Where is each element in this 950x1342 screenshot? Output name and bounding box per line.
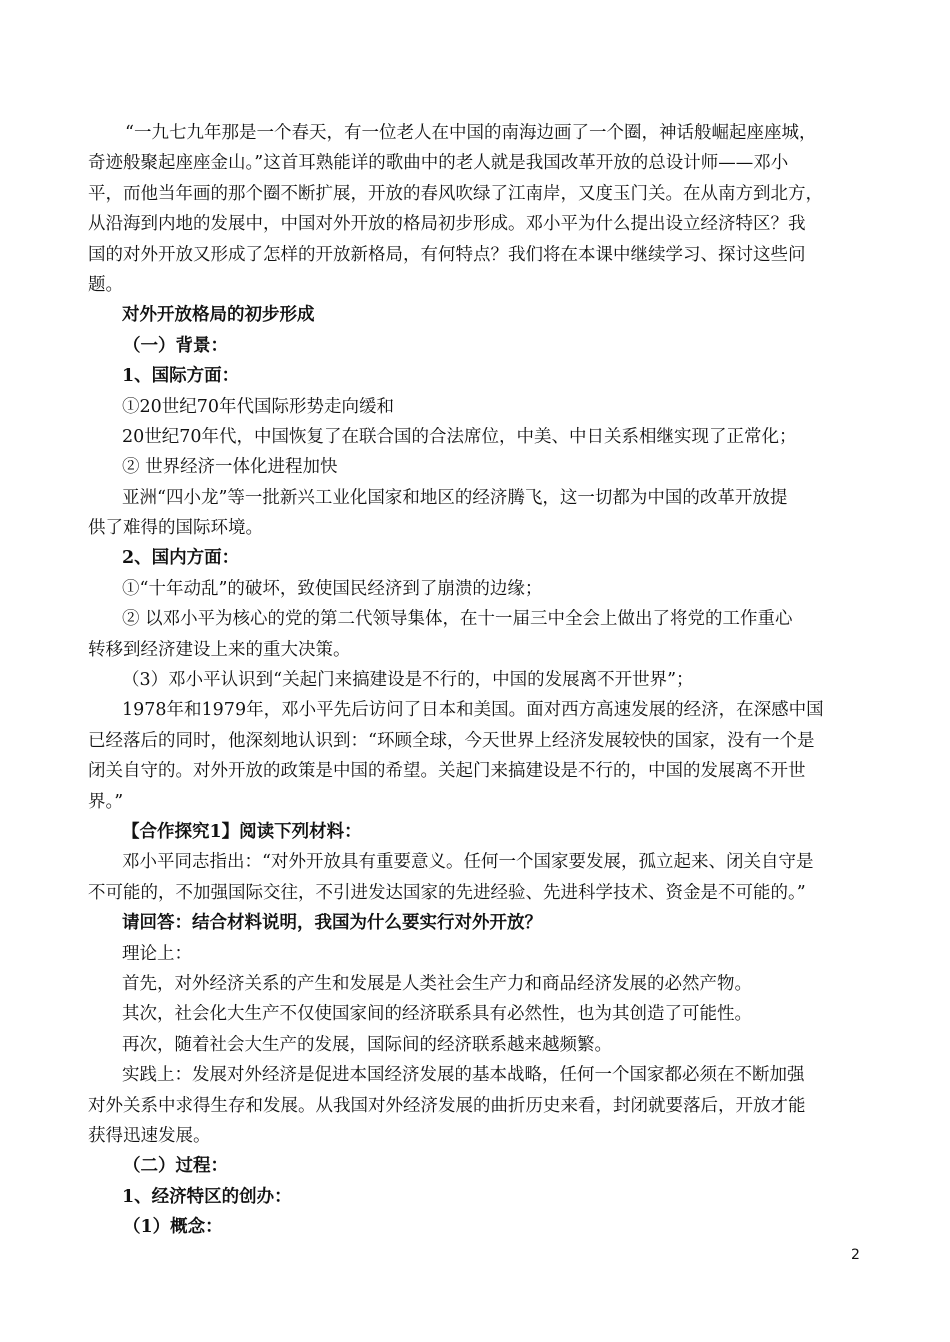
document-body (88, 118, 868, 1242)
cooperative-inquiry-heading: 【合作探究1】阅读下列材料： (122, 821, 362, 842)
question-prompt: 请回答：结合材料说明，我国为什么要实行对外开放？ (122, 913, 542, 934)
paragraph-visits-line-1: 1978年和1979年，邓小平先后访问了日本和美国。面对西方高速发展的经济，在深感中国 (122, 700, 824, 721)
page-number: 2 (851, 1247, 860, 1263)
subsection-heading-background: （一）背景： (123, 335, 228, 356)
answer-theory-point-1: 首先，对外经济关系的产生和发展是人类社会生产力和商品经济发展的必然产物。 (122, 973, 752, 994)
paragraph-intro-line-1: “一九七九年那是一个春天，有一位老人在中国的南海边画了一个圈，神话般崛起座座城， (125, 123, 817, 143)
section-heading: 对外开放格局的初步形成 (122, 305, 315, 326)
paragraph-intro-line-5: 国的对外开放又形成了怎样的开放新格局，有何特点？我们将在本课中继续学习、探讨这些问 (88, 244, 806, 265)
heading-special-economic-zones: 1、经济特区的创办： (122, 1186, 292, 1207)
list-item-international-2: ② 世界经济一体化进程加快 (122, 457, 338, 478)
list-item-international-1: ①20世纪70年代国际形势走向缓和 (122, 396, 395, 417)
heading-domestic: 2、国内方面： (122, 548, 240, 569)
paragraph-intro-line-3: 平，而他当年画的那个圈不断扩展，开放的春风吹绿了江南岸，又度玉门关。在从南方到北方， (88, 183, 823, 204)
paragraph-intro-line-6: 题。 (88, 274, 123, 295)
heading-concept: （1）概念： (123, 1217, 223, 1238)
list-item-domestic-3: （3）邓小平认识到“关起门来搞建设是不行的，中国的发展离不开世界”； (122, 670, 694, 691)
answer-theory-label: 理论上： (122, 943, 192, 964)
paragraph-visits-line-4: 界。” (88, 791, 124, 812)
paragraph-international-2-line-2: 供了难得的国际环境。 (88, 518, 263, 539)
answer-practice-line-3: 获得迅速发展。 (88, 1125, 211, 1146)
paragraph-visits-line-3: 闭关自守的。对外开放的政策是中国的希望。关起门来搞建设是不行的，中国的发展离不开世 (88, 761, 806, 782)
material-quote-line-2: 不可能的，不加强国际交往，不引进发达国家的先进经验、先进科学技术、资金是不可能的。” (88, 882, 806, 903)
list-item-domestic-2-line-1: ② 以邓小平为核心的党的第二代领导集体，在十一届三中全会上做出了将党的工作重心 (122, 609, 793, 630)
answer-theory-point-2: 其次，社会化大生产不仅使国家间的经济联系具有必然性，也为其创造了可能性。 (122, 1004, 752, 1025)
list-item-domestic-2-line-2: 转移到经济建设上来的重大决策。 (88, 639, 351, 660)
answer-practice-line-2: 对外关系中求得生存和发展。从我国对外经济发展的曲折历史来看，封闭就要落后，开放才能 (88, 1095, 806, 1116)
list-item-domestic-1: ①“十年动乱”的破坏，致使国民经济到了崩溃的边缘； (122, 578, 543, 599)
paragraph-international-2-line-1: 亚洲“四小龙”等一批新兴工业化国家和地区的经济腾飞，这一切都为中国的改革开放提 (122, 487, 788, 508)
answer-theory-point-3: 再次，随着社会大生产的发展，国际间的经济联系越来越频繁。 (122, 1034, 612, 1055)
paragraph-intro-line-4: 从沿海到内地的发展中，中国对外开放的格局初步形成。邓小平为什么提出设立经济特区？我 (88, 214, 806, 235)
paragraph-visits-line-2: 已经落后的同时，他深刻地认识到：“环顾全球，今天世界上经济发展较快的国家，没有一个是 (88, 730, 815, 751)
material-quote-line-1: 邓小平同志指出：“对外开放具有重要意义。任何一个国家要发展，孤立起来、闭关自守是 (122, 852, 814, 873)
answer-practice-line-1: 实践上：发展对外经济是促进本国经济发展的基本战略，任何一个国家都必须在不断加强 (122, 1065, 805, 1086)
subsection-heading-process: （二）过程： (123, 1156, 228, 1177)
heading-international: 1、国际方面： (122, 366, 240, 387)
paragraph-international-1: 20世纪70年代，中国恢复了在联合国的合法席位，中美、中日关系相继实现了正常化； (122, 426, 797, 447)
paragraph-intro-line-2: 奇迹般聚起座座金山。”这首耳熟能详的歌曲中的老人就是我国改革开放的总设计师——邓小 (88, 153, 789, 174)
